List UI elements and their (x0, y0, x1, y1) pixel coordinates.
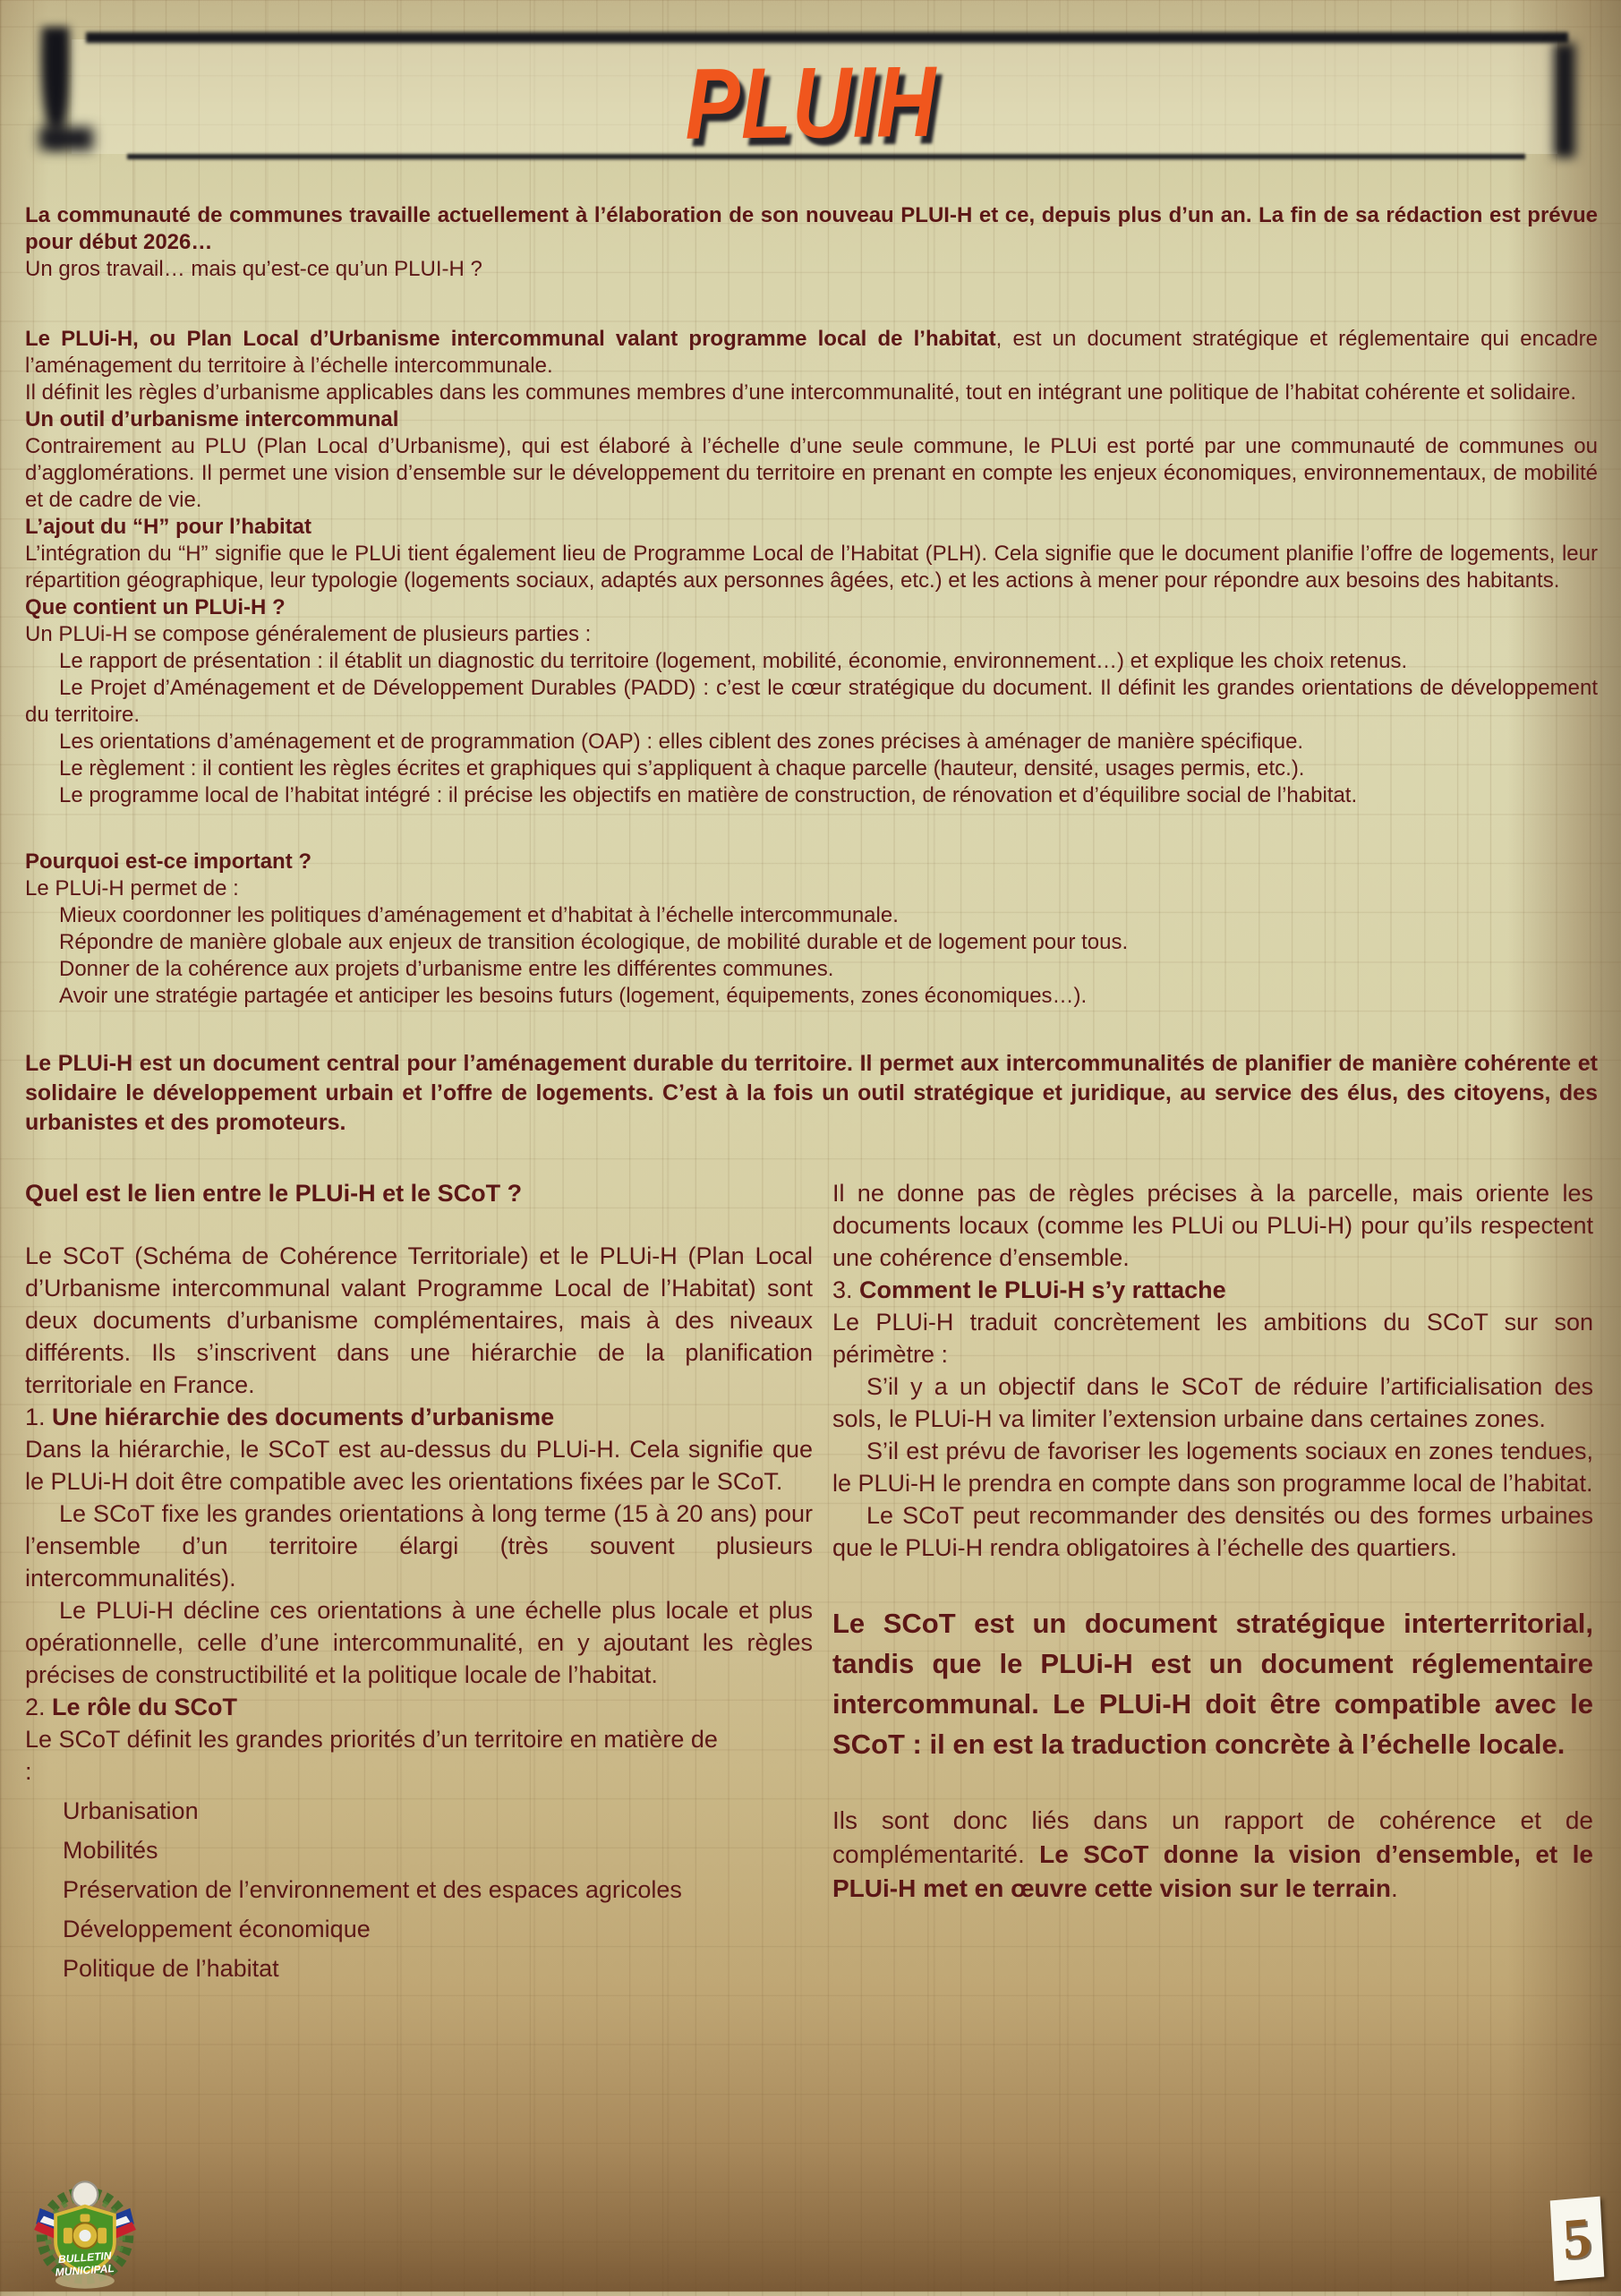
lien-left-p2: Dans la hiérarchie, le SCoT est au-dessus du PLUi-H. Cela signifie que le PLUi-H doit être compatible avec les orientations fixées par le SCoT. (25, 1436, 813, 1495)
contenu-item: Les orientations d’aménagement et de programmation (OAP) : elles ciblent des zones précises à aménager de manière spécifique. (59, 730, 1304, 754)
lien-left-h1-num: 1. (25, 1404, 53, 1430)
crest-icon (23, 2179, 147, 2292)
page-title: PLUIH (685, 46, 937, 161)
lien-right-h3-num: 3. (832, 1276, 860, 1303)
lien-right-h3 (832, 1274, 1593, 1306)
lien-left-p4: Le PLUi-H décline ces orientations à une échelle plus locale et plus opérationnelle, celle d’une intercommunalité, en y ajoutant les règles précises de constructibilité et la politique locale de l’habitat. (25, 1597, 813, 1688)
page-content (0, 202, 1621, 1984)
lien-title: Quel est le lien entre le PLUi-H et le SCoT ? (25, 1180, 523, 1207)
final-paragraph (832, 1804, 1593, 1906)
scot-priority-item: Politique de l’habitat (63, 1955, 279, 1982)
bulletin-municipal-crest-logo (23, 2179, 147, 2292)
lien-left-h1-text: Une hiérarchie des documents d’urbanisme (52, 1404, 555, 1430)
contenu-lead: Un PLUi-H se compose généralement de plusieurs parties : (25, 622, 592, 646)
lien-left-colon: : (25, 1758, 32, 1785)
intro-lead: La communauté de communes travaille actuellement à l’élaboration de son nouveau PLUI-H et ce, depuis plus d’un an. La fin de sa rédaction est prévue pour début 2026… (25, 203, 1598, 254)
lien-right-p5: Le SCoT peut recommander des densités ou des formes urbaines que le PLUi-H rendra obligatoires à l’échelle des quartiers. (832, 1502, 1593, 1561)
contenu-item: Le programme local de l’habitat intégré : il précise les objectifs en matière de construction, de rénovation et d’équilibre social de l’habitat. (59, 783, 1358, 807)
two-column-section (25, 1177, 1598, 1984)
final-bold: Le SCoT donne la vision d’ensemble, et le PLUi-H met en œuvre cette vision sur le terrain (832, 1840, 1593, 1902)
definition-lead-bold: Le PLUi-H, ou Plan Local d’Urbanisme intercommunal valant programme local de l’habitat (25, 327, 996, 351)
importance-item: Avoir une stratégie partagée et anticiper les besoins futurs (logement, équipements, zones économiques…). (59, 984, 1088, 1008)
synthese-paragraph: Le PLUi-H est un document central pour l’aménagement durable du territoire. Il permet aux intercommunalités de planifier de manière cohérente et solidaire le développement urbain et l’offre de logements. C’est à la fois un outil stratégique et juridique, au service des élus, des citoyens, des urbanistes et des promoteurs. (25, 1051, 1598, 1135)
section-body-outil: Contrairement au PLU (Plan Local d’Urbanisme), qui est élaboré à l’échelle d’une seule commune, le PLUi est porté par une communauté de communes ou d’agglomérations. Il permet une vision d’ensemble sur le développement du territoire en prenant en compte les enjeux économiques, environnementaux, de mobilité et de cadre de vie. (25, 434, 1598, 512)
lien-left-p3: Le SCoT fixe les grandes orientations à long terme (15 à 20 ans) pour l’ensemble d’un territoire élargi (très souvent plusieurs intercommunalités). (25, 1500, 813, 1592)
contenu-item: Le Projet d’Aménagement et de Développement Durables (PADD) : c’est le cœur stratégique du document. Il définit les grandes orientations de développement du territoire. (25, 676, 1598, 727)
spacer (25, 1010, 1598, 1049)
section-body-ajout-h: L’intégration du “H” signifie que le PLUi tient également lieu de Programme Local de l’Habitat (PLH). Cela signifie que le document planifie l’offre de logements, leur répartition géographique, leur typologie (logements sociaux, adaptés aux personnes âgées, etc.) et les actions à mener pour répondre aux besoins des habitants. (25, 542, 1598, 593)
left-column (25, 1177, 813, 1984)
lien-left-h1 (25, 1401, 813, 1433)
lien-left-h2-text: Le rôle du SCoT (52, 1694, 238, 1720)
section-title-importance: Pourquoi est-ce important ? (25, 849, 312, 874)
lien-right-p4: S’il est prévu de favoriser les logements sociaux en zones tendues, le PLUi-H le prendra en compte dans son programme local de l’habitat. (832, 1438, 1593, 1497)
definition-paragraph-2: Il définit les règles d’urbanisme applicables dans les communes membres d’une intercommunalité, tout en intégrant une politique de l’habitat cohérente et solidaire. (25, 380, 1576, 405)
page-number-badge (1550, 2197, 1605, 2282)
section-title-ajout-h: L’ajout du “H” pour l’habitat (25, 515, 311, 539)
importance-item: Répondre de manière globale aux enjeux de transition écologique, de mobilité durable et de logement pour tous. (59, 930, 1129, 954)
lien-left-p5: Le SCoT définit les grandes priorités d’un territoire en matière de (25, 1726, 718, 1753)
importance-item: Donner de la cohérence aux projets d’urbanisme entre les différentes communes. (59, 957, 834, 981)
lien-right-h3-text: Comment le PLUi-H s’y rattache (859, 1276, 1226, 1303)
crest-caption-line2: MUNICIPAL (55, 2262, 115, 2279)
lien-right-p1: Il ne donne pas de règles précises à la parcelle, mais oriente les documents locaux (comme les PLUi ou PLUi-H) pour qu’ils respectent une cohérence d’ensemble. (832, 1180, 1593, 1271)
scot-vs-pluih-summary: Le SCoT est un document stratégique interterritorial, tandis que le PLUi-H est un document réglementaire intercommunal. Le PLUi-H doit être compatible avec le SCoT : il en est la traduction concrète à l’échelle locale. (832, 1608, 1593, 1760)
definition-lead-rest: , est un document stratégique et réglementaire qui encadre l’aménagement du territoire à l’échelle intercommunale. (25, 327, 1598, 378)
section-title-outil: Un outil d’urbanisme intercommunal (25, 407, 399, 431)
importance-lead: Le PLUi-H permet de : (25, 876, 239, 900)
lien-right-p2: Le PLUi-H traduit concrètement les ambitions du SCoT sur son périmètre : (832, 1309, 1593, 1368)
scot-priority-item: Urbanisation (63, 1797, 199, 1824)
final-lead: Ils sont donc liés dans un rapport de cohérence et de complémentarité. (832, 1806, 1593, 1868)
spacer (25, 283, 1598, 326)
scot-priority-item: Développement économique (63, 1916, 371, 1942)
scot-priority-item: Préservation de l’environnement et des espaces agricoles (63, 1876, 682, 1903)
intro-question: Un gros travail… mais qu’est-ce qu’un PLUI-H ? (25, 257, 482, 281)
lien-left-h2 (25, 1691, 813, 1723)
contenu-item: Le règlement : il contient les règles écrites et graphiques qui s’appliquent à chaque parcelle (hauteur, densité, usages permis, etc.). (59, 756, 1305, 781)
contenu-item: Le rapport de présentation : il établit un diagnostic du territoire (logement, mobilité, économie, environnement…) et explique les choix retenus. (59, 649, 1408, 673)
lien-left-h2-num: 2. (25, 1694, 53, 1720)
scot-priority-item: Mobilités (63, 1837, 158, 1864)
section-title-contenu: Que contient un PLUi-H ? (25, 595, 286, 619)
lien-right-p3: S’il y a un objectif dans le SCoT de réduire l’artificialisation des sols, le PLUi-H va limiter l’extension urbaine dans certaines zones. (832, 1373, 1593, 1432)
right-column (832, 1177, 1593, 1984)
crest-caption-line1: BULLETIN (57, 2249, 112, 2266)
lien-left-p1: Le SCoT (Schéma de Cohérence Territoriale) et le PLUi-H (Plan Local d’Urbanisme intercommunal valant Programme Local de l’Habitat) sont deux documents d’urbanisme complémentaires, mais à des niveaux différents. Ils s’inscrivent dans une hiérarchie de la planification territoriale en France. (25, 1242, 813, 1398)
spacer (25, 1209, 813, 1240)
final-tail: . (1390, 1874, 1398, 1902)
page-number: 5 (1561, 2205, 1593, 2272)
definition-paragraph (25, 326, 1598, 380)
importance-item: Mieux coordonner les politiques d’aménagement et d’habitat à l’échelle intercommunale. (59, 903, 899, 927)
spacer (25, 809, 1598, 849)
scot-priority-list (25, 1795, 813, 1984)
